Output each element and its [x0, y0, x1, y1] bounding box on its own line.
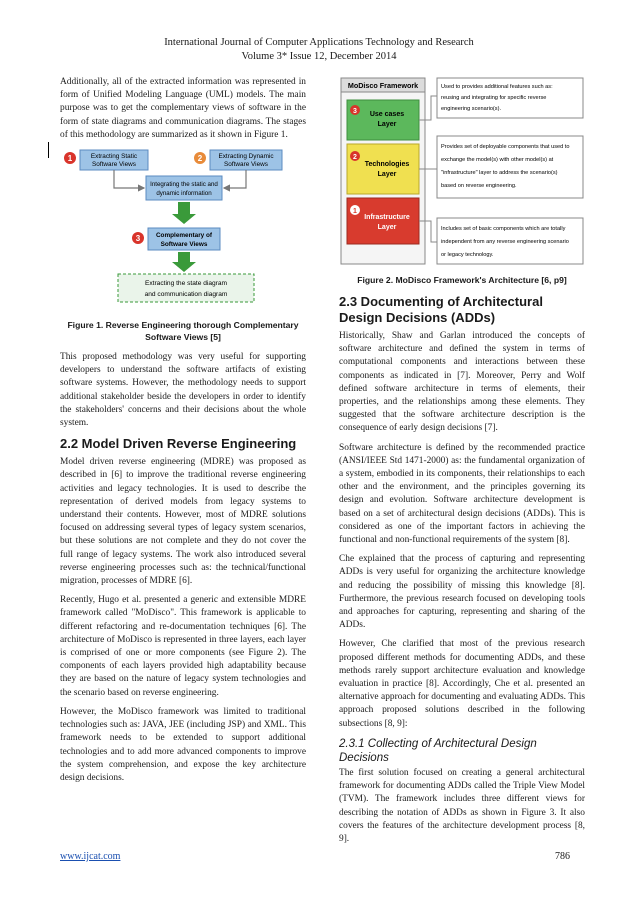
figure-1-caption: Figure 1. Reverse Engineering thorough Complementary Software Views [5] [67, 320, 299, 343]
paragraph: Additionally, all of the extracted information was represented in form of Unified Modeling Language (UML) models. The main purpose was to get the complementary views of software in the form of state diagrams and communication diagrams. The stages of this methodology are summarized as it shown in Figure 1. [60, 77, 306, 140]
note-infrastructure-line2: independent from any reverse engineering scenario [441, 239, 569, 245]
box-integrating-line1: Integrating the static and [150, 181, 218, 189]
footer-url-link[interactable]: www.ijcat.com [60, 851, 121, 862]
paragraph: However, the MoDisco framework was limited to traditional technologies such as: JAVA, JEE (including JSP) and XML. This framework needs to be extended to support additional technologies and to add more advanced components to improve the system comprehension, and expose the key architecture design decisions. [60, 706, 306, 783]
section-heading-2-2: 2.2 Model Driven Reverse Engineering [60, 436, 297, 452]
page-number: 786 [555, 851, 570, 862]
note-use-cases-line2: reusing and integrating for specific reverse [441, 95, 547, 101]
note-use-cases-line1: Used to provides additional features such as: [441, 84, 553, 90]
note-technologies-line4: based on reverse engineering. [441, 183, 517, 189]
figure-1 [60, 148, 306, 313]
step-2-number: 2 [197, 154, 203, 164]
layer-2-number: 2 [353, 154, 357, 161]
figure-2-caption: Figure 2. MoDisco Framework's Architecture [6, p9] [357, 275, 567, 285]
journal-header [0, 36, 638, 64]
box-extract-dynamic-line2: Software Views [224, 161, 268, 169]
note-technologies-line1: Provides set of deployable components that used to [441, 144, 570, 150]
note-technologies-line2: exchange the model(s) with other model(s) at [441, 157, 554, 163]
figure-2 [339, 76, 585, 268]
layer-technologies-line2: Layer [377, 171, 397, 178]
box-complementary-line1: Complementary of [155, 232, 213, 240]
layer-technologies-line1: Technologies [364, 161, 410, 168]
step-3-number: 3 [135, 234, 141, 244]
paragraph: Che explained that the process of capturing and representing ADDs is very useful for organizing the architecture knowledge and reducing the possibility of missing this knowledge [8]. Furthermore, the previous research focused on developing tools and approaches for capturing, representing and sharing of the ADDs. [339, 554, 585, 631]
layer-3-number: 3 [353, 108, 357, 115]
arrow-dynamic-to-integrating [224, 170, 246, 188]
note-infrastructure-line3: or legacy technology. [441, 252, 494, 258]
layer-use-cases-line2: Layer [377, 121, 397, 128]
modisco-title: MoDisco Framework [347, 81, 419, 90]
journal-title: International Journal of Computer Applications Technology and Research [164, 37, 474, 48]
box-extract-static-line1: Extracting Static [90, 153, 138, 161]
left-column [60, 76, 306, 791]
figure-1-diagram [60, 148, 306, 313]
paragraph: Historically, Shaw and Garlan introduced the concepts of software architecture and defined the system in terms of computational components and interactions between these components as indicated in [7]. Moreover, Perry and Wolf defined software architecture in terms of elements, their properties, and the relationships among these elements. They suggested that the software architecture description is the consequence of early design decisions [7]. [339, 331, 585, 434]
paragraph: Recently, Hugo et al. presented a generic and extensible MDRE framework called "MoDisco". This framework is applicable to different refactoring and re-documentation techniques [6]. The architecture of MoDisco is represented in three layers, each layer is comprised of one or more components (see Figure 2). The components of each layers provided high adaptability because they are based on the nature of legacy system technologies and the scenario based on reverse engineering. [60, 595, 306, 698]
note-technologies-line3: "infrastructure" layer to address the scenario(s) [441, 170, 558, 176]
figure-2-diagram [339, 76, 585, 268]
paragraph: The first solution focused on creating a general architectural framework for documenting ADDs called the Triple View Model (TVM). The framework includes three different views for describing the notation of ADDs as shown in Figure 3. It also covers the features of the architecture development process [8, 9]. [339, 767, 585, 844]
layer-1-number: 1 [353, 208, 357, 215]
paragraph: Model driven reverse engineering (MDRE) was proposed as described in [6] to improve the traditional reverse engineering activities and legacy technologies. It is used to describe the representation of derived models from legacy systems to understand their contents. However, most of MDRE solutions focused on addressing several types of legacy system scenarios, but these solutions are not complete and they do not cover the full range of legacy systems. The work also introduced several reverse engineering processes such as: the technical/functional migration, processes of MDRE [6]. [60, 457, 306, 587]
note-infrastructure-line1: Includes set of basic components which are totally [441, 226, 566, 232]
subsection-heading-2-3-1: 2.3.1 Collecting of Architectural Design Decisions [339, 737, 537, 764]
layer-infrastructure [347, 198, 419, 244]
layer-infrastructure-line2: Layer [377, 224, 397, 231]
box-complementary-line2: Software Views [160, 241, 208, 249]
box-extract-dynamic-line1: Extracting Dynamic [218, 153, 274, 161]
box-extract-diagrams-line2: and communication diagram [144, 291, 228, 299]
section-heading-2-3: 2.3 Documenting of Architectural Design Decisions (ADDs) [339, 294, 543, 325]
arrow-down-1 [172, 202, 196, 224]
step-1-number: 1 [67, 154, 73, 164]
box-integrating-line2: dynamic information [156, 190, 212, 198]
layer-use-cases-line1: Use cases [369, 111, 405, 118]
paragraph: This proposed methodology was very useful for supporting developers to understand the software artifacts of existing software systems. However, the methodology needs to support additional stakeholder beside the developers in order to identify the stakeholders' concerns and their decisions about the whole system. [60, 352, 306, 429]
margin-change-bar [48, 142, 49, 158]
arrow-static-to-integrating [114, 170, 144, 188]
box-extract-diagrams-line1: Extracting the state diagram [144, 280, 228, 288]
arrow-down-2 [172, 252, 196, 272]
paragraph: Software architecture is defined by the recommended practice (ANSI/IEEE Std 1471-2000) as: the fundamental organization of a system, embodied in its components, their relationships to each other and the environment, and the principles governing its design and evolution. Software architecture development is based on a set of architectural design decisions (ADDs). This is considered as one of the important factors in achieving the functional and non-functional requirements of the system [8]. [339, 442, 585, 546]
journal-volume: Volume 3* Issue 12, December 2014 [241, 51, 397, 62]
layer-technologies [347, 144, 419, 194]
layer-infrastructure-line1: Infrastructure [364, 214, 410, 221]
right-column [339, 76, 585, 852]
paragraph: However, Che clarified that most of the previous research proposed different methods for documenting ADDs, and these methods rarely support architecture evaluation and knowledge evaluation in practice [8]. Accordingly, Che et al. presented an alternative approach for documenting and evaluating ADDs. This approach proposed solutions described in the following subsections [8, 9]: [339, 639, 585, 729]
box-extract-static-line2: Software Views [92, 161, 136, 169]
note-use-cases-line3: engineering scenario(s). [441, 106, 502, 112]
